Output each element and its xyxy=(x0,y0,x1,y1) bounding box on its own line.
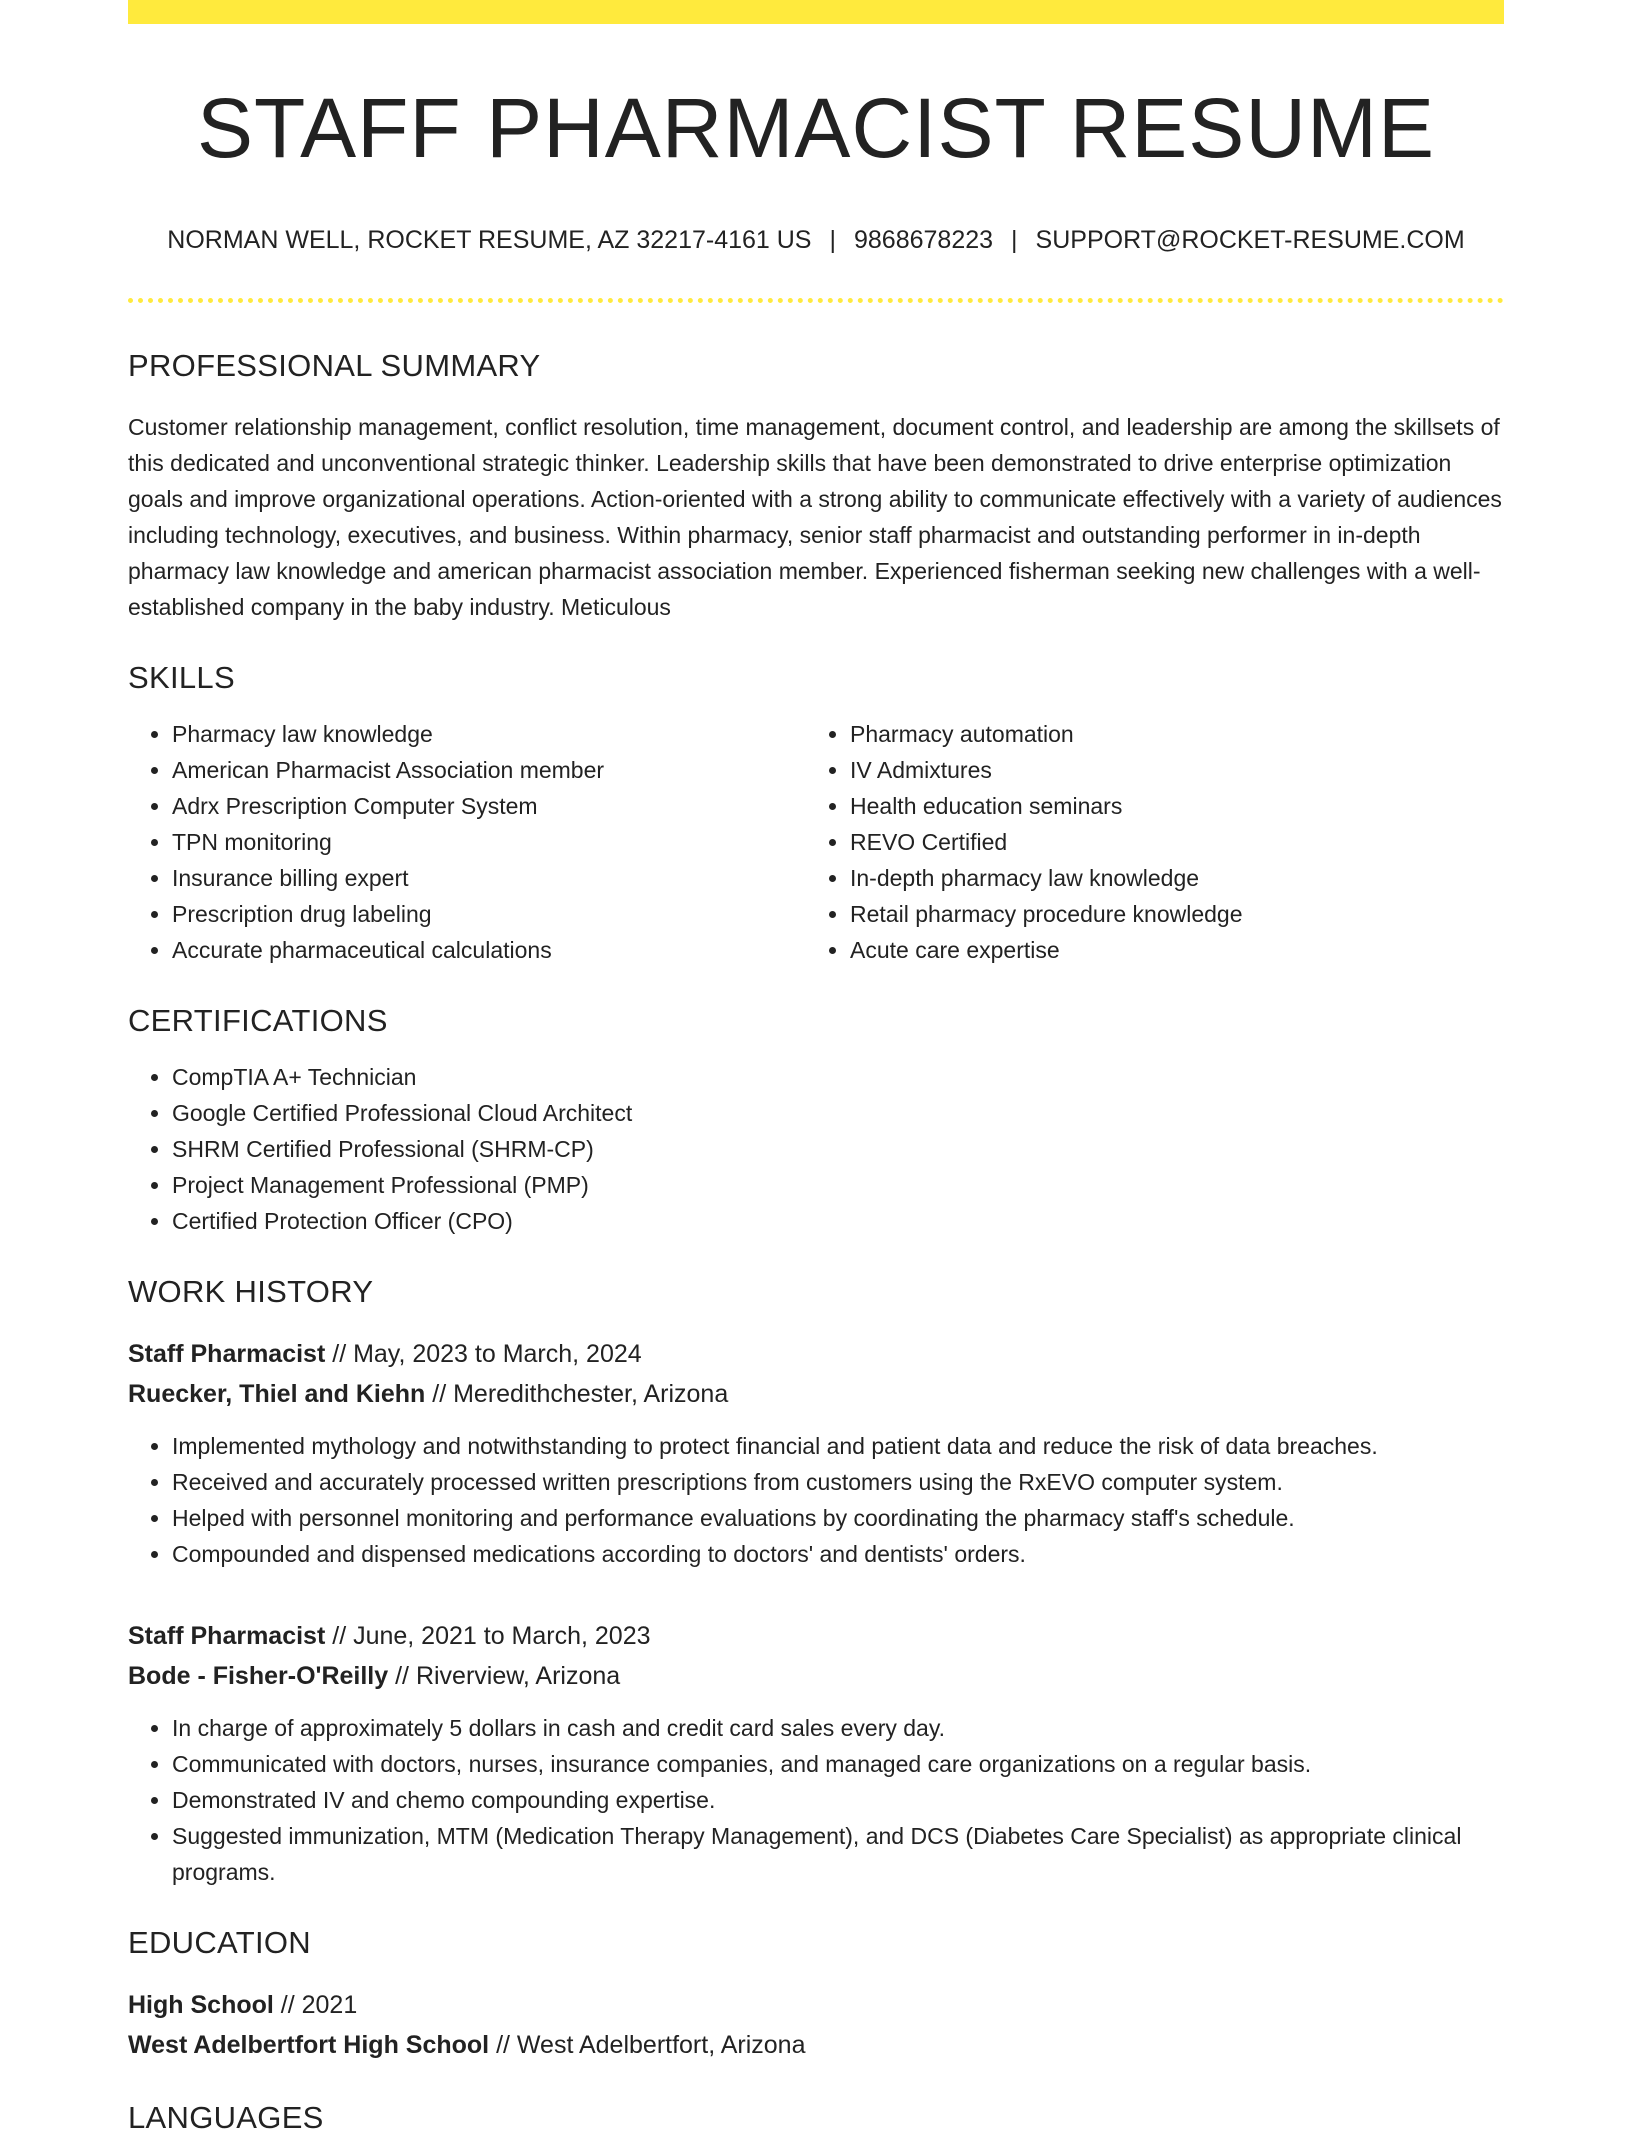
job-company: Bode - Fisher-O'Reilly xyxy=(128,1662,389,1691)
skill-item: • Acute care expertise xyxy=(850,932,1484,968)
skill-item: • Accurate pharmaceutical calculations xyxy=(172,932,806,968)
contact-email: SUPPORT@ROCKET-RESUME.COM xyxy=(1035,226,1465,255)
summary-text: Customer relationship management, conflict resolution, time management, document control, and leadership are among the skillsets of this dedicated and unconventional strategic thinker. Leadership skills that have been demonstrated to drive enterprise optimization goals and improve organizational operations. Action-oriented with a strong ability to communicate effectively with a variety of audiences including technology, executives, and business. Within pharmacy, senior staff pharmacist and outstanding performer in in-depth pharmacy law knowledge and american pharmacist association member. Experienced fisherman seeking new challenges with a well-established company in the baby industry. Meticulous xyxy=(128,413,1502,620)
education-location: // West Adelbertfort, Arizona xyxy=(489,2031,806,2060)
resume-title: STAFF PHARMACIST RESUME xyxy=(196,81,1435,175)
job-location: // Riverview, Arizona xyxy=(388,1662,621,1691)
job-bullet: • Suggested immunization, MTM (Medication Therapy Management), and DCS (Diabetes Care Specialist) as appropriate clinical programs. xyxy=(172,1818,1504,1890)
job-bullets xyxy=(128,1428,1504,1572)
certification-item: • SHRM Certified Professional (SHRM-CP) xyxy=(172,1131,1504,1167)
job-company-line xyxy=(128,1656,1504,1696)
section-heading-certifications: CERTIFICATIONS xyxy=(128,1002,388,1038)
job-location: // Meredithchester, Arizona xyxy=(425,1380,729,1409)
job-title-line xyxy=(128,1616,1504,1656)
skill-item: • Pharmacy automation xyxy=(850,716,1484,752)
job-bullet: • Helped with personnel monitoring and performance evaluations by coordinating the pharmacy staff's schedule. xyxy=(172,1500,1504,1536)
education-degree: High School xyxy=(128,1991,274,2020)
skill-item: • Insurance billing expert xyxy=(172,860,806,896)
summary-section xyxy=(128,347,1504,624)
education-section xyxy=(128,1924,1504,2065)
skills-columns xyxy=(128,696,1504,968)
languages-section xyxy=(128,2099,1504,2136)
skill-item: • Health education seminars xyxy=(850,788,1484,824)
job-bullet: • Compounded and dispensed medications according to doctors' and dentists' orders. xyxy=(172,1536,1504,1572)
job-title: Staff Pharmacist xyxy=(128,1622,326,1651)
skill-item: • Prescription drug labeling xyxy=(172,896,806,932)
skill-item: • Adrx Prescription Computer System xyxy=(172,788,806,824)
skill-item: • TPN monitoring xyxy=(172,824,806,860)
contact-address: NORMAN WELL, ROCKET RESUME, AZ 32217-4161 US xyxy=(167,226,812,255)
certifications-list xyxy=(128,1059,1504,1239)
contact-separator: | xyxy=(829,226,836,255)
job-bullet: • Communicated with doctors, nurses, insurance companies, and managed care organizations on a regular basis. xyxy=(172,1746,1504,1782)
dotted-divider xyxy=(128,298,1504,303)
skills-list-right xyxy=(806,716,1484,968)
section-heading-education: EDUCATION xyxy=(128,1925,311,1961)
skill-item: • REVO Certified xyxy=(850,824,1484,860)
certification-item: • Google Certified Professional Cloud Architect xyxy=(172,1095,1504,1131)
skill-item: • In-depth pharmacy law knowledge xyxy=(850,860,1484,896)
section-heading-summary: PROFESSIONAL SUMMARY xyxy=(128,348,541,384)
education-degree-line xyxy=(128,1985,1504,2025)
skills-section xyxy=(128,659,1504,968)
skills-list-left xyxy=(128,716,806,968)
job-company: Ruecker, Thiel and Kiehn xyxy=(128,1380,426,1409)
skill-item: • Pharmacy law knowledge xyxy=(172,716,806,752)
skill-item: • IV Admixtures xyxy=(850,752,1484,788)
job-bullets xyxy=(128,1710,1504,1890)
skill-item: • American Pharmacist Association member xyxy=(172,752,806,788)
job-bullet: • In charge of approximately 5 dollars in cash and credit card sales every day. xyxy=(172,1710,1504,1746)
education-school: West Adelbertfort High School xyxy=(128,2031,490,2060)
top-accent-bar xyxy=(128,0,1504,24)
job-title-line xyxy=(128,1334,1504,1374)
job-title: Staff Pharmacist xyxy=(128,1340,326,1369)
contact-line xyxy=(128,226,1504,255)
education-school-line xyxy=(128,2025,1504,2065)
skill-item: • Retail pharmacy procedure knowledge xyxy=(850,896,1484,932)
job-bullet: • Received and accurately processed written prescriptions from customers using the RxEVO computer system. xyxy=(172,1464,1504,1500)
section-heading-work-history: WORK HISTORY xyxy=(128,1273,374,1309)
work-history-section xyxy=(128,1273,1504,1890)
education-year: // 2021 xyxy=(273,1991,358,2020)
certification-item: • CompTIA A+ Technician xyxy=(172,1059,1504,1095)
job-company-line xyxy=(128,1374,1504,1414)
section-heading-skills: SKILLS xyxy=(128,659,235,695)
contact-separator: | xyxy=(1011,226,1018,255)
contact-phone: 9868678223 xyxy=(854,226,994,255)
job-dates: // June, 2021 to March, 2023 xyxy=(325,1622,651,1651)
job-bullet: • Implemented mythology and notwithstanding to protect financial and patient data and reduce the risk of data breaches. xyxy=(172,1428,1504,1464)
section-heading-languages: LANGUAGES xyxy=(128,2100,324,2136)
resume-page xyxy=(128,0,1504,2137)
certifications-section xyxy=(128,1002,1504,1239)
job-dates: // May, 2023 to March, 2024 xyxy=(325,1340,642,1369)
certification-item: • Project Management Professional (PMP) xyxy=(172,1167,1504,1203)
job-bullet: • Demonstrated IV and chemo compounding expertise. xyxy=(172,1782,1504,1818)
certification-item: • Certified Protection Officer (CPO) xyxy=(172,1203,1504,1239)
